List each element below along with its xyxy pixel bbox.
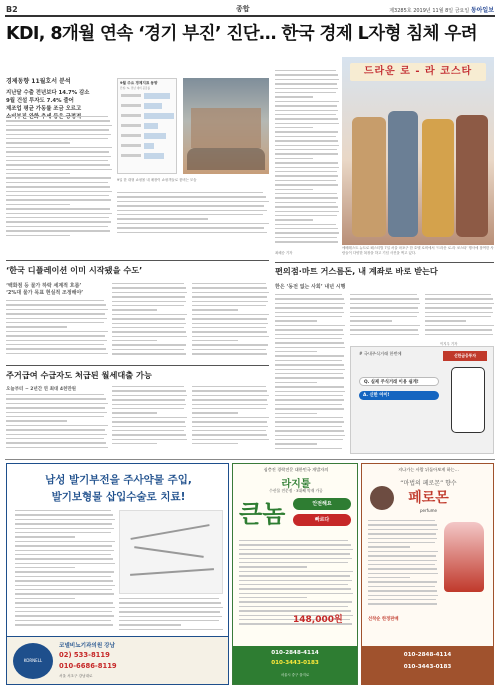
main-byline: 최혜승 기자 <box>275 251 293 255</box>
ad3-subtitle: perfume <box>420 508 437 513</box>
housing-body-col1 <box>6 394 108 452</box>
ad3-phone-1: 010-2848-4114 <box>403 652 452 658</box>
ad1-body <box>15 510 115 630</box>
main-body-col1 <box>6 116 112 240</box>
ad2-phone-1: 010-2848-4114 <box>271 650 319 656</box>
change-byline: 이지우 기자 <box>440 342 458 346</box>
ad-divider <box>5 459 495 460</box>
ad2-badge-fast: 빠르다 <box>293 514 351 526</box>
ad2-phone-2: 010-3443-0183 <box>271 660 319 666</box>
box-answer: A. 신한 아이! <box>359 391 439 400</box>
clinic-name: 코넬비뇨기과의원 강남 <box>59 643 115 649</box>
change-body-col1 <box>275 294 345 454</box>
ad1-headline-1: 남성 발기부전을 주사약물 주입, <box>45 474 192 486</box>
ad2-top-text: 심층진 경락전문 대한민국 개발자의 <box>263 467 329 472</box>
chart-note: 단위: %, 전년 대비 증감률 <box>120 87 151 90</box>
ad2-address: 서울시 중구 을지로 <box>280 673 310 677</box>
ad3-phone-2: 010-3443-0183 <box>403 664 452 670</box>
poster-title: 드라운 로 - 라 코스타 <box>350 63 486 81</box>
deflation-body-col2 <box>112 283 187 360</box>
section-rule <box>6 365 269 366</box>
ad1-footer <box>7 636 228 684</box>
deflation-subhead: ‘백화점 등 물가 하락 세계적 흐름’ ‘2%대 물가 목표 현실적 조정해야’ <box>6 283 84 296</box>
change-subhead: 한은 ‘동전 없는 사회’ 내년 시행 <box>275 284 346 290</box>
main-subheads: 지난달 수출 전년보다 14.7% 감소 9월 건설 투자도 7.4% 줄어 제조업 평균 가동률 조금 오르고 <box>6 90 90 112</box>
main-headline: KDI, 8개월 연속 ‘경기 부진’ 진단… 한국 경제 L자형 침체 우려 <box>6 24 477 44</box>
photo-caption: 9일 한 대형 쇼핑몰 내 매장이 쇼핑객들로 붐비는 모습 <box>117 178 197 182</box>
ad3-sub-text: “마법의 페로몬” 향수 <box>400 480 457 487</box>
perfume-ad <box>361 463 494 685</box>
section-rule <box>275 262 494 263</box>
main-body-col2 <box>117 192 269 240</box>
ad3-title: 페로몬 <box>408 490 449 506</box>
box-brand: 신한금융투자 <box>443 351 487 361</box>
page-number: B2 <box>6 5 18 14</box>
ad2-footer <box>233 646 357 684</box>
ad3-top-text: 지나가는 사람 뒤돌아보게 하는… <box>398 467 459 472</box>
paper-name: 동아일보 <box>470 7 494 14</box>
urology-ad <box>6 463 229 685</box>
housing-body-col2 <box>112 386 187 452</box>
change-headline: 편의점·마트 거스름돈, 내 계좌로 바로 받는다 <box>275 266 438 276</box>
festival-photo <box>342 57 494 245</box>
ad3-body <box>368 520 438 610</box>
herbal-ad <box>232 463 358 685</box>
ad2-brand: 라지툴 <box>281 479 311 490</box>
ad2-big-text: 큰놈 <box>239 500 286 528</box>
housing-headline: 주거급여 수급자도 처급된 월세대출 가능 <box>6 370 152 380</box>
ad1-device-image <box>119 510 223 594</box>
deflation-body-col3 <box>192 283 269 360</box>
section-rule <box>6 260 269 261</box>
ad2-badge-safe: 안전해요 <box>293 498 351 510</box>
clinic-phone-2: 010-6686-8119 <box>59 662 117 670</box>
change-body-col3 <box>425 294 494 338</box>
deflation-headline: ‘한국 디플레이션 이미 시작됐을 수도’ <box>6 265 143 275</box>
clinic-phone-1: 02) 533-8119 <box>59 651 110 659</box>
phone-image <box>451 367 485 433</box>
chart-title: 9월 주요 경제지표 동향 <box>120 81 158 85</box>
ad1-headline-2: 발기보형물 삽입수술로 치료! <box>51 491 186 503</box>
section-name: 종합 <box>236 5 250 13</box>
ad3-label: 선착순 한정판매 <box>368 617 399 622</box>
issue-number: 제3285호 <box>389 8 412 14</box>
ad2-price: 148,000원 <box>293 615 343 625</box>
issue-date: 2019년 11월 8일 금요일 <box>413 8 470 14</box>
chart-bars-graphic <box>120 91 176 173</box>
indicator-chart <box>117 78 177 174</box>
ad3-footer <box>362 646 493 684</box>
poster-caption: 에베레스트 뉴트로 페스티벌 7일 서울 마포구 한 호텔 로비에서 ‘드라운 로-라 코스타’ 행사에 참여한 사람들이 다양한 복장을 하고 기념 사진을 찍고 있다. <box>342 246 494 255</box>
main-dek: 경제동향 11월호서 분석 <box>6 78 71 85</box>
header-rule <box>5 15 495 17</box>
masthead-info <box>389 5 494 14</box>
deflation-body-col1 <box>6 300 108 360</box>
housing-subhead: 오늘부터 ~ 2년간 연 최대 4천만원 <box>6 387 77 392</box>
main-body-col3 <box>275 70 339 250</box>
box-question: Q. 실제 주식거래 이용 쉽게! <box>359 377 439 386</box>
housing-body-col3 <box>192 386 269 452</box>
perfume-bottle-image <box>444 522 484 592</box>
clinic-address: 서울 서초구 강남대로 <box>59 674 93 678</box>
brokerage-ad-box <box>350 346 494 454</box>
box-hashtag: # 국내주식거래 한번에 <box>359 351 402 356</box>
shopping-mall-photo <box>183 78 269 174</box>
ad1-body-2 <box>119 598 223 634</box>
clinic-logo: KORNELL <box>13 643 53 679</box>
ad2-tagline: 수산물 전문점 · 3대째 약재 가공 <box>269 488 323 493</box>
change-body-col2 <box>350 294 420 338</box>
